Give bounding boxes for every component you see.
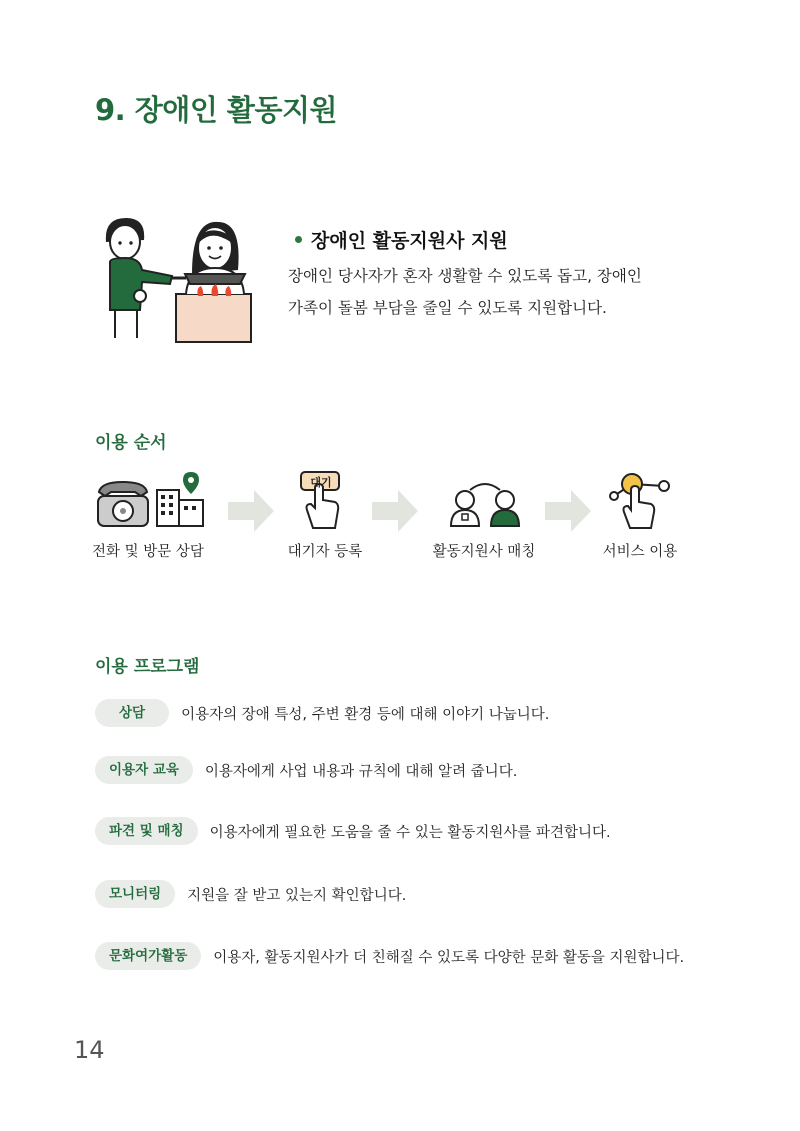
page-number: 14 [74,1036,105,1064]
intro-line: 장애인 당사자가 혼자 생활할 수 있도록 돕고, 장애인 [288,267,642,285]
waiting-badge: 대기 [310,476,332,489]
program-tag: 문화여가활동 [95,942,201,970]
program-row [95,756,517,784]
arrow-right-icon [372,490,418,532]
program-row [95,880,406,908]
program-row [95,817,611,845]
intro-heading-text: 장애인 활동지원사 지원 [311,230,508,252]
program-description: 이용자, 활동지원사가 더 친해질 수 있도록 다양한 문화 활동을 지원합니다. [213,949,685,966]
program-description: 지원을 잘 받고 있는지 확인합니다. [187,887,407,904]
arrow-right-icon [545,490,591,532]
cooking-illustration [100,212,260,344]
steps-section-title: 이용 순서 [95,433,167,453]
program-tag: 상담 [95,699,169,727]
step-label: 서비스 이용 [602,544,678,560]
step-label: 전화 및 방문 상담 [92,544,204,560]
programs-section-title: 이용 프로그램 [95,657,200,677]
phone-building-icon [95,470,210,528]
matching-people-icon [448,478,523,528]
program-row [95,942,684,970]
program-row [95,699,549,727]
bullet-dot-icon [295,236,302,243]
program-tag: 모니터링 [95,880,175,908]
step-label: 활동지원사 매칭 [432,544,536,560]
intro-heading [295,226,508,253]
program-description: 이용자에게 사업 내용과 규칙에 대해 알려 줍니다. [204,763,518,780]
program-tag: 파견 및 매칭 [95,817,198,845]
page-title: 9. 장애인 활동지원 [95,93,337,127]
program-description: 이용자에게 필요한 도움을 줄 수 있는 활동지원사를 파견합니다. [209,824,611,841]
intro-line: 가족이 돌봄 부담을 줄일 수 있도록 지원합니다. [288,299,607,317]
intro-description [288,260,708,324]
arrow-right-icon [228,490,274,532]
service-touch-icon [608,470,673,530]
program-description: 이용자의 장애 특성, 주변 환경 등에 대해 이야기 나눕니다. [181,706,550,723]
step-label: 대기자 등록 [287,544,363,560]
program-tag: 이용자 교육 [95,756,193,784]
